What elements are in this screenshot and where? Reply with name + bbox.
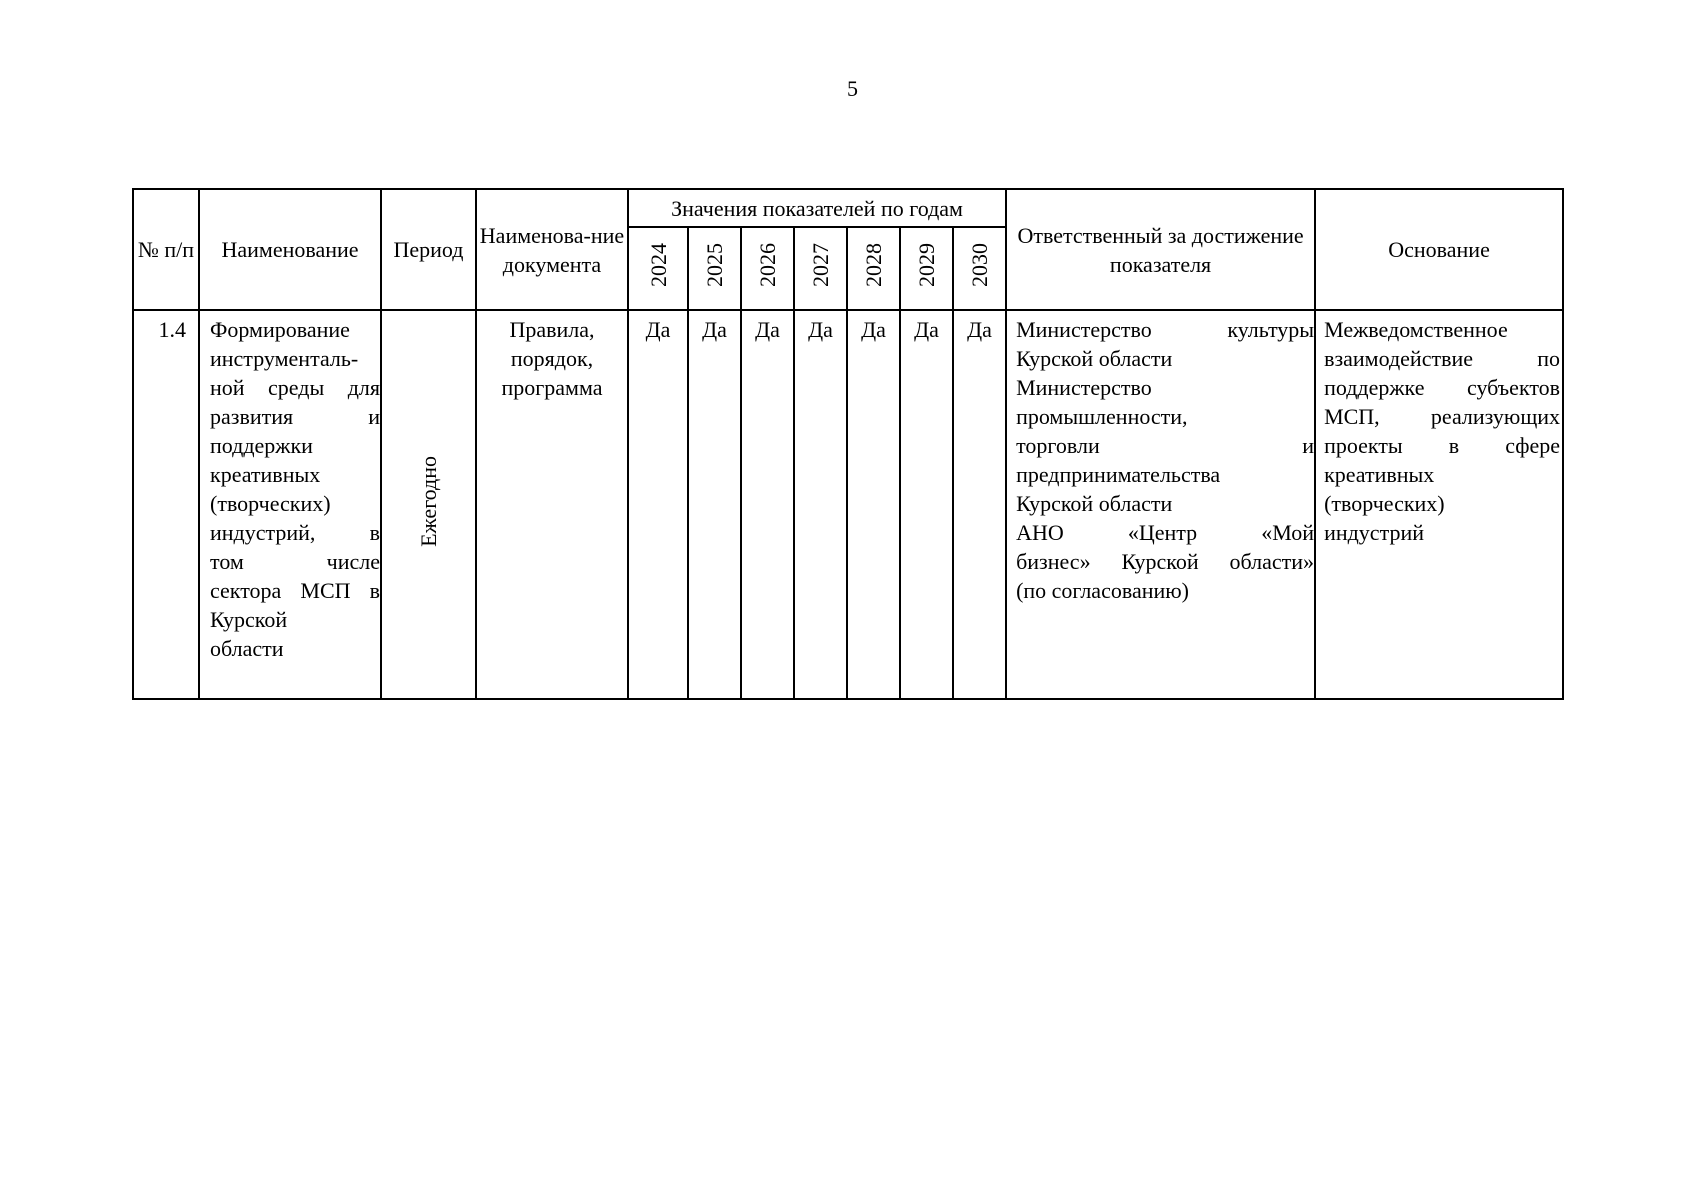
name-line: креативных bbox=[210, 462, 321, 487]
header-year-2025 bbox=[688, 227, 741, 310]
year-label: 2026 bbox=[755, 243, 780, 287]
header-year-2027 bbox=[794, 227, 847, 310]
basis-line: поддержке субъектов bbox=[1324, 375, 1561, 400]
indicators-table bbox=[132, 188, 1564, 700]
name-line: поддержки bbox=[210, 433, 313, 458]
responsible-line: предпринимательства bbox=[1016, 462, 1221, 487]
name-line: индустрий, в bbox=[210, 520, 380, 545]
responsible-line: АНО «Центр «Мой bbox=[1016, 520, 1315, 545]
value-2028: Да bbox=[847, 310, 900, 699]
responsible-line: Курской области bbox=[1016, 491, 1173, 516]
header-name: Наименование bbox=[199, 189, 381, 310]
name-line: области bbox=[210, 636, 284, 661]
basis-line: МСП, реализующих bbox=[1324, 404, 1561, 429]
header-document: Наименова-ние документа bbox=[476, 189, 628, 310]
responsible-line: (по согласованию) bbox=[1016, 578, 1190, 603]
indicator-name bbox=[199, 310, 381, 699]
page-number: 5 bbox=[847, 76, 858, 101]
responsible-line: бизнес» Курской области» bbox=[1016, 549, 1315, 574]
responsible-parties bbox=[1006, 310, 1315, 699]
basis-line: (творческих) bbox=[1324, 491, 1445, 516]
header-year-2030 bbox=[953, 227, 1006, 310]
responsible-line: Министерство bbox=[1016, 375, 1152, 400]
name-line: Формирование bbox=[210, 317, 350, 342]
name-line: ной среды для bbox=[210, 375, 380, 400]
header-num: № п/п bbox=[133, 189, 199, 310]
header-year-2024 bbox=[628, 227, 688, 310]
value-2027: Да bbox=[794, 310, 847, 699]
basis bbox=[1315, 310, 1563, 699]
header-responsible: Ответственный за достижение показателя bbox=[1006, 189, 1315, 310]
basis-line: проекты в сфере bbox=[1324, 433, 1561, 458]
header-period: Период bbox=[381, 189, 476, 310]
basis-line: Межведомственное bbox=[1324, 317, 1508, 342]
responsible-line: промышленности, bbox=[1016, 404, 1188, 429]
year-label: 2028 bbox=[861, 243, 886, 287]
name-line: том числе bbox=[210, 549, 380, 574]
value-2029: Да bbox=[900, 310, 953, 699]
row-number: 1.4 bbox=[133, 310, 199, 699]
year-label: 2030 bbox=[967, 243, 993, 287]
basis-line: индустрий bbox=[1324, 520, 1424, 545]
responsible-line: Министерство культуры bbox=[1016, 317, 1315, 342]
period-label: Ежегодно bbox=[416, 455, 441, 547]
table-row bbox=[133, 310, 1563, 699]
year-label: 2029 bbox=[914, 243, 939, 287]
name-line: развития и bbox=[210, 404, 380, 429]
indicator-period bbox=[381, 310, 476, 699]
basis-line: взаимодействие по bbox=[1324, 346, 1561, 371]
name-line: инструменталь- bbox=[210, 346, 359, 371]
responsible-line: торговли и bbox=[1016, 433, 1315, 458]
header-year-2028 bbox=[847, 227, 900, 310]
value-2025: Да bbox=[688, 310, 741, 699]
header-year-2026 bbox=[741, 227, 794, 310]
header-year-2029 bbox=[900, 227, 953, 310]
value-2024: Да bbox=[628, 310, 688, 699]
responsible-line: Курской области bbox=[1016, 346, 1173, 371]
year-label: 2025 bbox=[702, 243, 727, 287]
basis-line: креативных bbox=[1324, 462, 1435, 487]
year-label: 2027 bbox=[808, 243, 833, 287]
value-2030: Да bbox=[953, 310, 1006, 699]
name-line: (творческих) bbox=[210, 491, 331, 516]
header-basis: Основание bbox=[1315, 189, 1563, 310]
value-2026: Да bbox=[741, 310, 794, 699]
name-line: Курской bbox=[210, 607, 288, 632]
document-name: Правила, порядок, программа bbox=[476, 310, 628, 699]
header-values-by-year: Значения показателей по годам bbox=[628, 189, 1006, 227]
name-line: сектора МСП в bbox=[210, 578, 380, 603]
year-label: 2024 bbox=[645, 243, 671, 287]
